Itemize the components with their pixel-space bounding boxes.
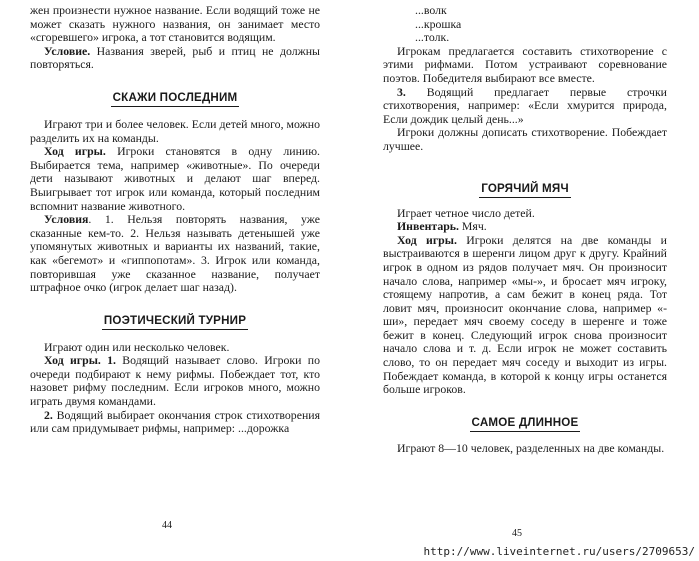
right-p3: Игроки должны дописать стихотворение. Побеждает лучшее. (383, 125, 667, 153)
left-column (30, 4, 320, 436)
s3-hod-paragraph (383, 234, 667, 397)
condition-text: Названия зверей, рыб и птиц не должны повторяться. (30, 43, 320, 72)
s1-hod-label: Ход игры. (44, 144, 106, 159)
condition-label: Условие. (44, 43, 91, 58)
s3-inventory-paragraph (383, 220, 667, 234)
step3-text: Водящий предлагает первые строчки стихотворения, например: «Если хмурится природа, Если дождик целый день...» (383, 84, 667, 126)
right-page (350, 0, 699, 561)
step3-number: 3. (397, 84, 406, 99)
s2-hod-paragraph (30, 354, 320, 408)
right-column (383, 4, 667, 455)
s1-intro-paragraph: Играют три и более человек. Если детей много, можно разделить их на команды. (30, 116, 320, 145)
s1-conditions-text: . 1. Нельзя повторять названия, уже сказанные кем-то. 2. Нельзя называть детенышей уже упомянутых животных и варианты их названий, такие, как «бегемот» и «гиппопотам». 3. Игрок или команда, повторившая уже сказанное название, получает штрафное очко (игрок делает шаг назад). (30, 212, 320, 295)
s2-step2-number: 2. (44, 407, 53, 422)
s3-inventory-text: Мяч. (458, 219, 487, 234)
s1-hod-text: Игроки становятся в одну линию. Выбирается тема, например «животные». По очереди дети называют животных и делают шаг вперед. Выигрывает тот игрок или команда, который последним вспомнит название животного. (30, 144, 320, 213)
s1-conditions-paragraph (30, 213, 320, 295)
right-p1: Игрокам предлагается составить стихотворение с этими рифмами. Потом устраивают соревнование поэтов. Победителя выбирают все вместе. (383, 43, 667, 85)
s2-hod-text: Водящий называет слово. Игроки по очереди подбирают к нему рифмы. Побеждает тот, кто назовет рифму последним. Если игроков много, можно играть двумя командами. (30, 353, 320, 409)
s3-hod-text: Игроки делятся на две команды и выстраиваются в шеренги лицом друг к другу. Крайний игрок в одном из рядов получает мяч. Он произносит начало слова, например «мы-», и бросает мяч игроку, стоящему напротив, а сам бежит в конец ряда. Тот ловит мяч, произносит окончание слова, например «-ши», передает мяч своему соседу в шеренге и тоже бежит в конец. Следующий игрок снова произносит начало слова и т. д. Если игрок не может составить слово, то он передает мяч соседу и выходит из игры. Побеждает команда, в которой к концу игры останется больше игроков. (383, 232, 667, 397)
left-condition-paragraph (30, 45, 320, 72)
s2-intro-paragraph: Играют один или несколько человек. (44, 339, 230, 354)
s1-conditions-label: Условия (44, 212, 89, 227)
s2-hod-label: Ход игры. 1. (44, 353, 116, 368)
rhyme-line: ...крошка (415, 16, 462, 31)
heading-samoe-dlinnoe: САМОЕ ДЛИННОЕ (383, 416, 667, 432)
s3-hod-label: Ход игры. (397, 232, 457, 247)
s3-intro-paragraph: Играет четное число детей. (397, 205, 535, 220)
s2-step2-paragraph (30, 409, 320, 436)
page-number-left: 44 (162, 520, 172, 531)
rhyme-line: ...толк. (415, 30, 450, 45)
s2-step2-text: Водящий выбирает окончания строк стихотворения или сам придумывает рифмы, например: ...дорожка (30, 407, 320, 436)
heading-goryachiy-myach: ГОРЯЧИЙ МЯЧ (383, 182, 667, 198)
s4-intro-paragraph: Играют 8—10 человек, разделенных на две команды. (397, 440, 665, 455)
heading-skazhi-poslednim: СКАЖИ ПОСЛЕДНИМ (30, 91, 320, 107)
s1-hod-paragraph (30, 145, 320, 213)
watermark-url: http://www.liveinternet.ru/users/2709653/ (423, 545, 695, 558)
page-number-right: 45 (512, 528, 522, 539)
right-p2 (383, 86, 667, 127)
heading-poeticheskiy-turnir: ПОЭТИЧЕСКИЙ ТУРНИР (30, 314, 320, 330)
left-intro-paragraph: жен произнести нужное название. Если водящий тоже не может сказать нужного названия, он занимает место «сгоревшего» игрока, а тот становится водящим. (30, 3, 320, 45)
s3-inventory-label: Инвентарь. (397, 219, 459, 234)
rhyme-line: ...волк (415, 3, 447, 17)
